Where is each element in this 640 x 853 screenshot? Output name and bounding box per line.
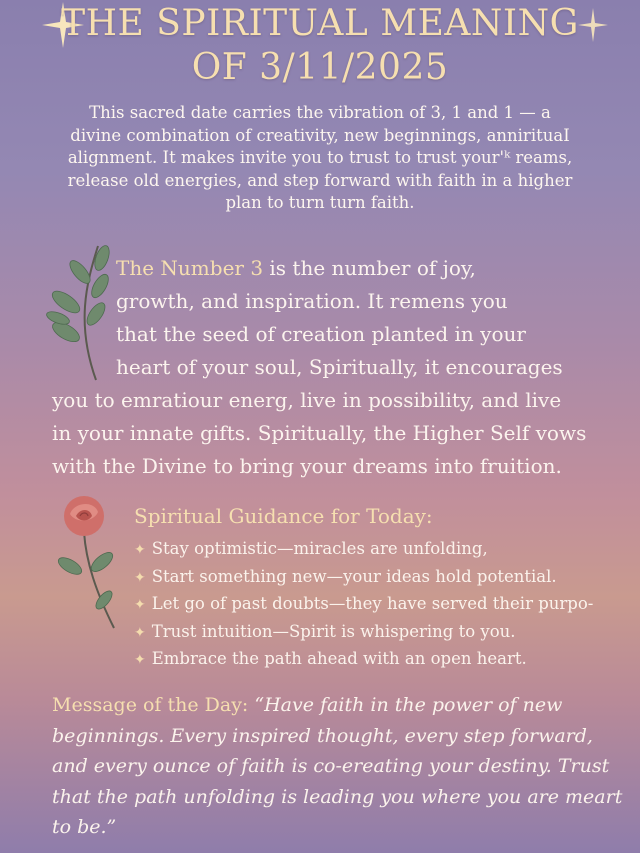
list-item: ✦ Embrace the path ahead with an open heart.: [134, 649, 527, 668]
sparkle-bullet-icon: ✦: [134, 569, 146, 586]
message-line: to be.”: [52, 816, 117, 838]
sparkle-bullet-icon: ✦: [134, 652, 146, 668]
number-three-line: you to emratiour energ, live in possibility, and live: [52, 388, 562, 412]
message-line: and every ounce of faith is co-ereating your destiny. Trust: [52, 755, 610, 777]
page-title-line-1: THE SPIRITUAL MEANING: [61, 3, 579, 44]
list-item: ✦ Let go of past doubts—they have served their purpo-: [134, 594, 594, 613]
sparkle-bullet-icon: ✦: [134, 624, 146, 641]
sparkle-bullet-icon: ✦: [134, 597, 146, 613]
message-of-the-day: [52, 690, 622, 843]
list-item: ✦ Start something new—your ideas hold potential.: [134, 566, 557, 586]
number-three-paragraph: [0, 252, 640, 482]
sparkle-bullet-icon: ✦: [134, 542, 146, 558]
message-line: “Have faith in the power of new: [254, 694, 563, 716]
number-three-line: growth, and inspiration. It remens you: [116, 289, 508, 313]
rose-icon: [56, 492, 132, 636]
number-three-line: that the seed of creation planted in your: [116, 322, 526, 346]
intro-line: alignment. It makes invite you to trust to trust your'ᵏ reams,: [67, 148, 573, 167]
message-line: beginnings. Every inspired thought, every step forward,: [52, 724, 593, 747]
list-item: ✦ Trust intuition—Spirit is whispering to you.: [134, 621, 516, 641]
intro-line: release old energies, and step forward with faith in a higher: [67, 170, 573, 190]
intro-paragraph: [40, 102, 600, 215]
list-item: ✦ Stay optimistic—miracles are unfolding,: [134, 539, 488, 558]
guidance-heading: Spiritual Guidance for Today:: [134, 504, 433, 528]
message-label: Message of the Day:: [52, 694, 249, 716]
intro-line: plan to turn turn faith.: [225, 193, 415, 212]
number-three-line: in your innate gifts. Spiritually, the Higher Self vows: [52, 421, 587, 445]
intro-line: divine combination of creativity, new beginnings, annirituaI: [70, 125, 570, 145]
guidance-list: [134, 536, 593, 674]
message-line: that the path unfolding is leading you where you are meart: [52, 785, 623, 808]
number-three-line: is the number of joy,: [263, 256, 476, 280]
number-three-line: with the Divine to bring your dreams into fruition.: [52, 454, 562, 478]
page-title-line-2: OF 3/11/2025: [191, 47, 449, 88]
intro-line: This sacred date carries the vibration of 3, 1 and 1 — a: [89, 103, 551, 122]
number-three-line: heart of your soul, Spiritually, it encourages: [116, 355, 563, 379]
number-three-heading: The Number 3: [116, 256, 264, 280]
